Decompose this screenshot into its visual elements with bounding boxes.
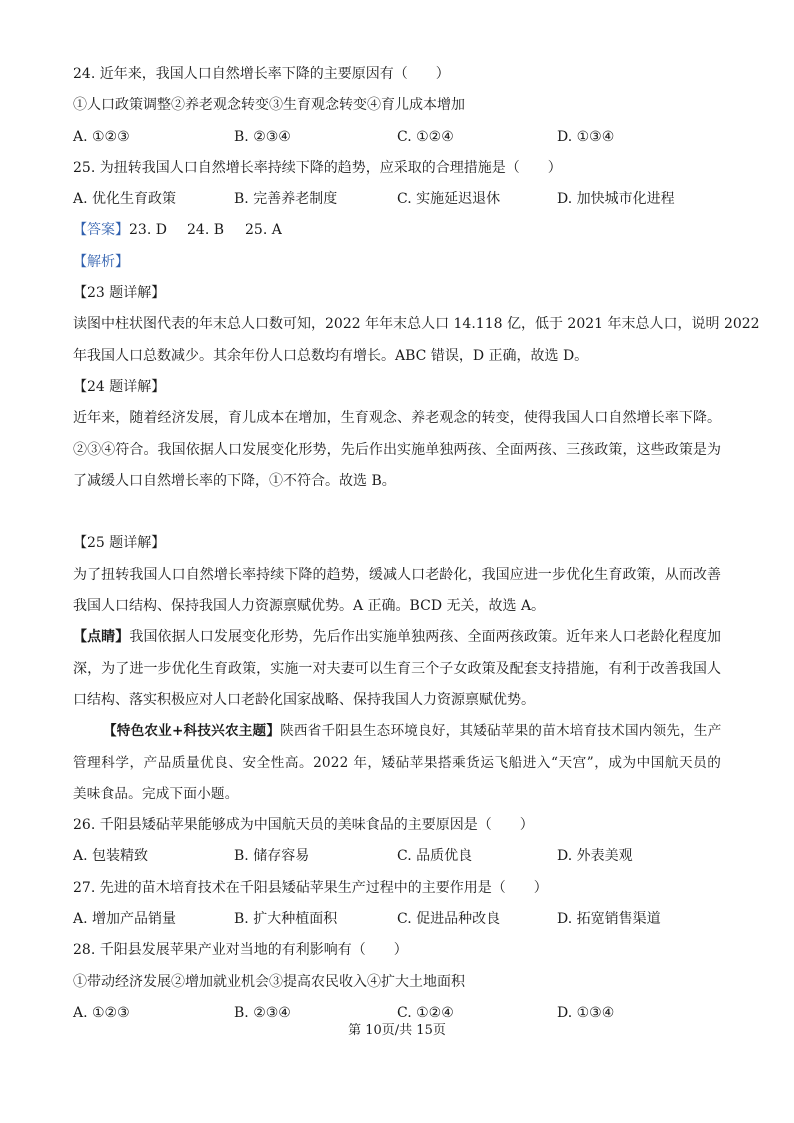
blank-line (73, 497, 721, 528)
q23-detail-line: 读图中柱状图代表的年末总人口数可知，2022 年年末总人口 14.118 亿，低于 2021 年末总人口，说明 2022 (73, 316, 760, 333)
option-d: D. 拓宽销售渠道 (557, 911, 661, 928)
option-a: A. ①②③ (73, 1004, 130, 1021)
page-footer: 第 10页/共 15页 (348, 1023, 446, 1038)
option-b: B. ②③④ (234, 1004, 291, 1021)
option-c: C. 促进品种改良 (397, 911, 501, 928)
option-b: B. 储存容易 (234, 848, 310, 865)
option-b: B. 扩大种植面积 (234, 911, 338, 928)
option-a: A. ①②③ (73, 128, 130, 145)
dianjing-line (73, 622, 721, 653)
dianjing-line: 口结构、落实积极应对人口老龄化国家战略、保持我国人力资源禀赋优势。 (73, 691, 535, 708)
document-body (73, 59, 760, 1029)
option-c: C. ①②④ (397, 128, 454, 145)
question-25-stem: 25. 为扭转我国人口自然增长率持续下降的趋势，应采取的合理措施是（ ） (73, 159, 562, 176)
question-24-statements: ①人口政策调整②养老观念转变③生育观念转变④育儿成本增加 (73, 97, 465, 114)
option-c: C. 实施延迟退休 (397, 191, 501, 208)
q25-detail-line: 为了扭转我国人口自然增长率持续下降的趋势，缓减人口老龄化，我国应进一步优化生育政策，从而改善 (73, 566, 721, 583)
question-26-options (73, 841, 721, 872)
question-27-options (73, 904, 721, 935)
option-d: D. 加快城市化进程 (557, 191, 675, 208)
option-d: D. 外表美观 (557, 848, 633, 865)
option-c: C. ①②④ (397, 1004, 454, 1021)
answer-line (73, 215, 721, 246)
option-d: D. ①③④ (557, 1004, 615, 1021)
dianjing-text: 我国依据人口发展变化形势，先后作出实施单独两孩、全面两孩政策。近年来人口老龄化程度加 (129, 629, 722, 646)
analysis-label: 【解析】 (73, 253, 129, 270)
question-27-stem: 27. 先进的苗木培育技术在千阳县矮砧苹果生产过程中的主要作用是（ ） (73, 879, 548, 896)
answer-item: 23. D (129, 222, 167, 239)
option-a: A. 增加产品销量 (73, 911, 177, 928)
option-a: A. 优化生育政策 (73, 191, 177, 208)
question-28-stem: 28. 千阳县发展苹果产业对当地的有利影响有（ ） (73, 942, 408, 959)
question-26-stem: 26. 千阳县矮砧苹果能够成为中国航天员的美味食品的主要原因是（ ） (73, 817, 534, 834)
option-b: B. 完善养老制度 (234, 191, 338, 208)
question-24-stem: 24. 近年来，我国人口自然增长率下降的主要原因有（ ） (73, 66, 450, 82)
question-25-options (73, 184, 721, 215)
dianjing-line: 深，为了进一步优化生育政策，实施一对夫妻可以生育三个子女政策及配套支持措施，有利于改善我国人 (73, 660, 721, 677)
q24-detail-line: ②③④符合。我国依据人口发展变化形势，先后作出实施单独两孩、全面两孩、三孩政策，这些政策是为 (73, 441, 721, 458)
q24-detail-line: 近年来，随着经济发展，育儿成本在增加，生育观念、养老观念的转变，使得我国人口自然增长率下降。 (73, 410, 721, 427)
question-28-statements: ①带动经济发展②增加就业机会③提高农民收入④扩大土地面积 (73, 973, 465, 990)
option-d: D. ①③④ (557, 128, 615, 145)
material-line: 管理科学，产品质量优良、安全性高。2022 年，矮砧苹果搭乘货运飞船进入“天宫”，成为中国航天员的 (73, 754, 721, 771)
q24-detail-line: 了减缓人口自然增长率的下降，①不符合。故选 B。 (73, 472, 396, 489)
material-line: 美味食品。完成下面小题。 (73, 785, 239, 802)
dianjing-label: 【点睛】 (73, 629, 130, 646)
q24-detail-heading: 【24 题详解】 (73, 378, 166, 395)
material-line (73, 716, 721, 747)
option-c: C. 品质优良 (397, 848, 473, 865)
option-b: B. ②③④ (234, 128, 291, 145)
q23-detail-heading: 【23 题详解】 (73, 285, 166, 302)
option-a: A. 包装精致 (73, 848, 149, 865)
q23-detail-line: 年我国人口总数减少。其余年份人口总数均有增长。ABC 错误，D 正确，故选 D。 (73, 347, 589, 364)
answer-item: 25. A (245, 222, 282, 239)
material-text: 陕西省千阳县生态环境良好，其矮砧苹果的苗木培育技术国内领先，生产 (280, 723, 722, 740)
q25-detail-heading: 【25 题详解】 (73, 535, 166, 552)
q25-detail-line: 我国人口结构、保持我国人力资源禀赋优势。A 正确。BCD 无关，故选 A。 (73, 598, 546, 615)
answer-item: 24. B (187, 222, 225, 239)
material-label: 【特色农业+科技兴农主题】 (103, 723, 281, 740)
answer-label: 【答案】 (73, 222, 129, 239)
question-24-options (73, 122, 721, 153)
